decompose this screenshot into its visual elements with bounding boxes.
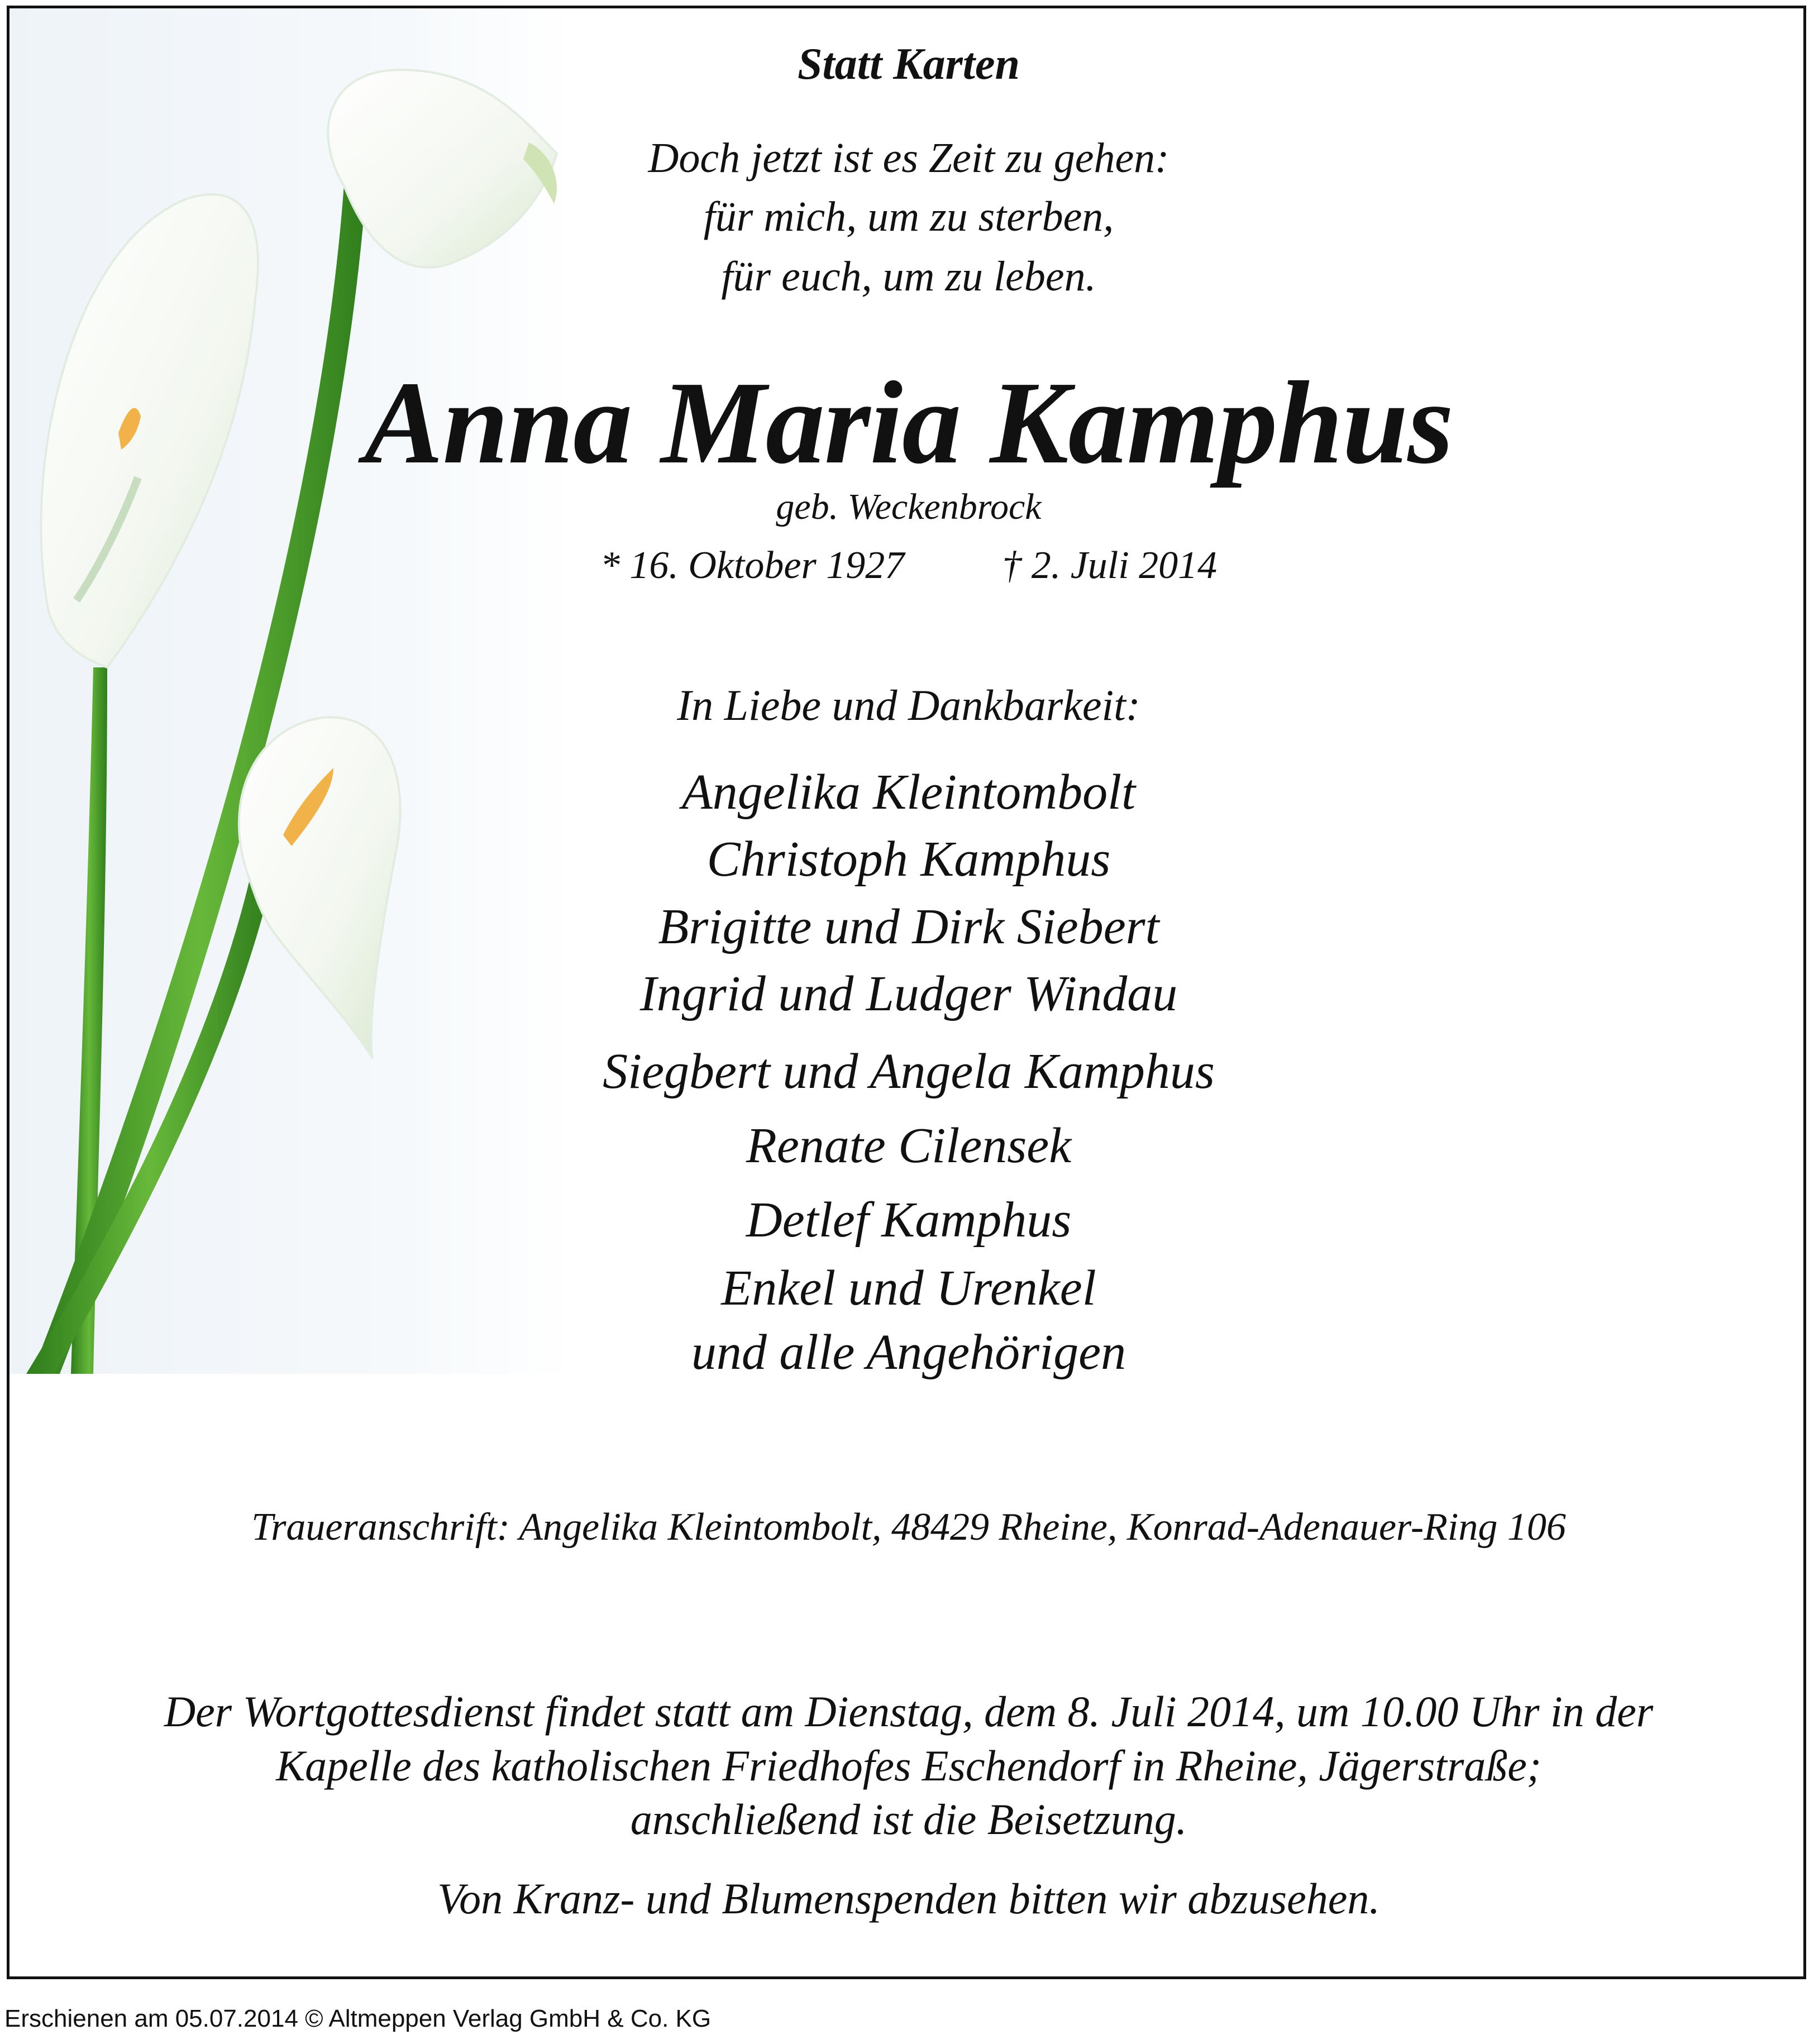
mourner-4: Ingrid und Ludger Windau bbox=[639, 966, 1178, 1021]
mourning-address: Traueranschrift: Angelika Kleintombolt, 48429 Rheine, Konrad-Adenauer-Ring 106 bbox=[251, 1506, 1566, 1549]
calla-lily-illustration bbox=[9, 8, 574, 1374]
header-statt-karten: Statt Karten bbox=[798, 40, 1020, 89]
poem-line-3: für euch, um zu leben. bbox=[721, 253, 1096, 300]
service-line-3: anschließend ist die Beisetzung. bbox=[630, 1795, 1187, 1844]
obituary-card bbox=[7, 6, 1806, 1979]
mourner-3: Brigitte und Dirk Siebert bbox=[658, 899, 1159, 954]
service-line-1: Der Wortgottesdienst findet statt am Dienstag, dem 8. Juli 2014, um 10.00 Uhr in der bbox=[164, 1687, 1654, 1736]
mourner-9: und alle Angehörigen bbox=[691, 1325, 1126, 1380]
life-dates bbox=[574, 543, 1244, 588]
mourner-5: Siegbert und Angela Kamphus bbox=[603, 1044, 1215, 1099]
mourner-7: Detlef Kamphus bbox=[746, 1192, 1072, 1248]
deceased-name: Anna Maria Kamphus bbox=[364, 357, 1453, 488]
mourner-2: Christoph Kamphus bbox=[706, 832, 1111, 887]
maiden-name: geb. Weckenbrock bbox=[776, 486, 1042, 527]
mourner-6: Renate Cilensek bbox=[746, 1118, 1072, 1173]
service-line-2: Kapelle des katholischen Friedhofes Eschendorf in Rheine, Jägerstraße; bbox=[276, 1741, 1541, 1790]
birth-date: * 16. Oktober 1927 bbox=[600, 544, 905, 587]
closing-line: Von Kranz- und Blumenspenden bitten wir abzusehen. bbox=[437, 1874, 1380, 1923]
intro-line: In Liebe und Dankbarkeit: bbox=[677, 681, 1140, 729]
mourner-1: Angelika Kleintombolt bbox=[681, 765, 1136, 820]
poem-line-1: Doch jetzt ist es Zeit zu gehen: bbox=[648, 135, 1169, 182]
publication-footer: Erschienen am 05.07.2014 © Altmeppen Verlag GmbH & Co. KG bbox=[4, 2005, 712, 2032]
poem-line-2: für mich, um zu sterben, bbox=[703, 193, 1114, 240]
mourner-8: Enkel und Urenkel bbox=[721, 1260, 1096, 1316]
death-date: † 2. Juli 2014 bbox=[1002, 544, 1218, 587]
